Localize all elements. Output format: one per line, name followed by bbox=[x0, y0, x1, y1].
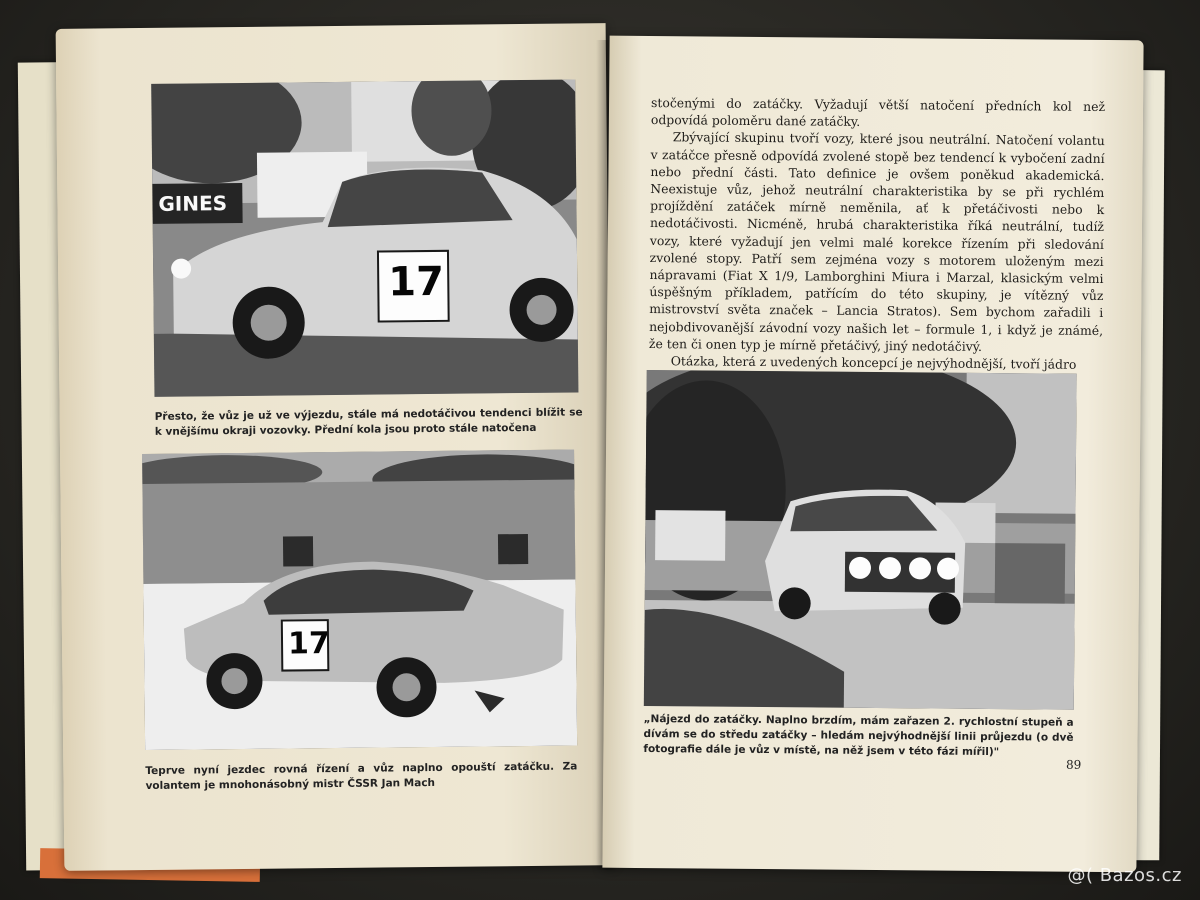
caption-bottom: Teprve nyní jezdec rovná řízení a vůz naplno opouští zatáčku. Za volantem je mnohonásobný mistr ČSSR Jan Mach bbox=[145, 760, 578, 793]
photo-top-image bbox=[151, 79, 578, 396]
paragraph-3: Otázka, která z uvedených koncepcí je nejvýhodnější, tvoří jádro bbox=[670, 353, 1077, 372]
right-page bbox=[602, 36, 1143, 873]
left-page bbox=[56, 23, 615, 871]
caption-right: „Nájezd do zatáčky. Naplno brzdím, mám zařazen 2. rychlostní stupeň a dívám se do středu zatáčky – hledám nejvýhodnější linii průjezdu (o dvě fotografie dále je vůz v místě, na něž jsem v této fázi mířil)" bbox=[643, 713, 1074, 759]
body-text bbox=[649, 94, 1105, 373]
paragraph-1: stočenými do zatáčky. Vyžadují větší natočení předních kol než odpovídá poloměru dané zatáčky. bbox=[650, 95, 1106, 130]
photo-right-image bbox=[644, 370, 1077, 710]
watermark-logo: @( Bazos.cz bbox=[1067, 865, 1182, 886]
sign-text: GINES bbox=[158, 191, 228, 216]
photo-rally-car-entering-corner bbox=[644, 370, 1077, 710]
caption-top: Přesto, že vůz je už ve výjezdu, stále má nedotáčivou tendenci blížit se k vnějšímu okraji vozovky. Přední kola jsou proto stále natočena bbox=[154, 406, 583, 438]
photo-bottom-image bbox=[142, 449, 577, 750]
photo-rally-car-leaving-corner bbox=[142, 449, 577, 750]
photo-rally-car-exit-corner bbox=[151, 79, 578, 396]
car-number-badge: 17 bbox=[287, 626, 330, 662]
page-number: 89 bbox=[1065, 757, 1082, 772]
car-number-badge: 17 bbox=[388, 258, 445, 306]
paragraph-2: Zbývající skupinu tvoří vozy, které jsou neutrální. Natočení volantu v zatáčce přesně odpovídá zvolené stopě bez tendencí k vybočení zadní nebo přední části. Tato definice je ovšem poněkud akademická. Neexistuje vůz, jehož neutrální charakteristika by se při rychlém projíždění zatáček mírně neměnila, ať k přetáčivosti nebo k nedotáčivosti. Nicméně, hrubá charakteristika říká neutrální, tudíž vozy, které vyžadují jen velmi malé korekce řízením při sledování zvolené stopy. Patří sem zejména vozy s motorem uloženým mezi nápravami (Fiat X 1/9, Lamborghini Miura i Marzal, klasickým velmi úspěšným příkladem, patřícím do této skupiny, je vítězný vůz mistrovství světa značek – Lancia Stratos). Sem bychom zařadili i nejobdivovanější závodní vozy našich let – formule 1, i když je známé, že ten či onen typ je mírně přetáčivý, jiný nedotáčivý. bbox=[648, 129, 1105, 354]
